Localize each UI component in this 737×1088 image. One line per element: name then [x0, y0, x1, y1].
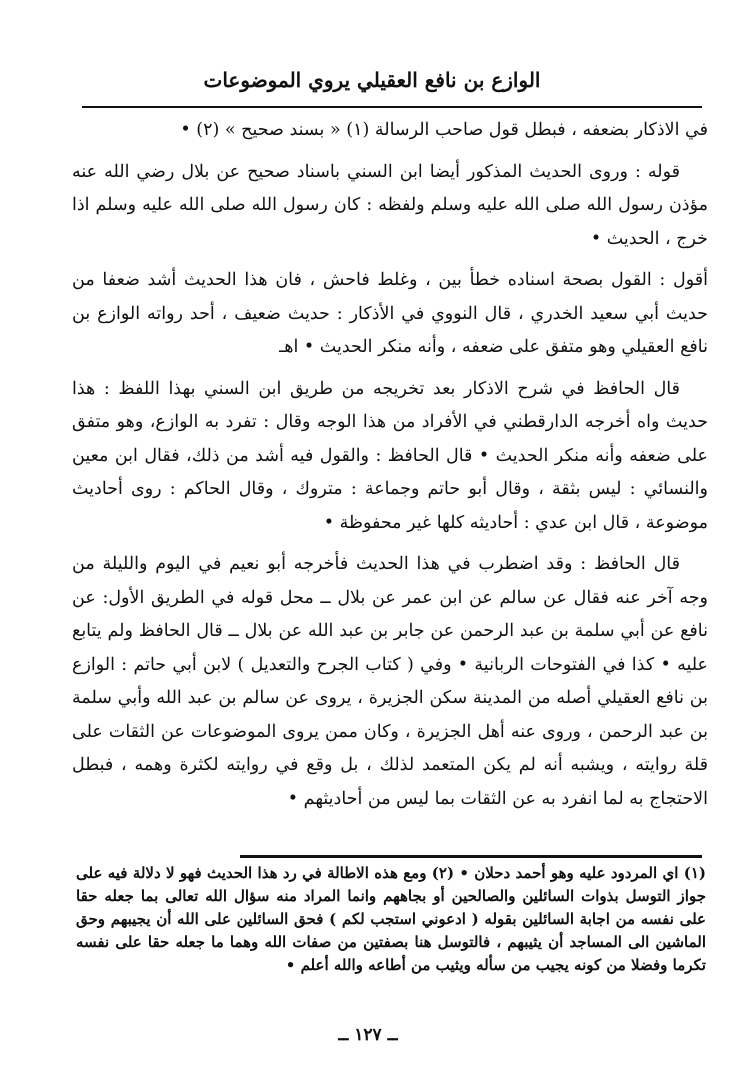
- footnote-text: (١) اي المردود عليه وهو أحمد دحلان • (٢) ومع هذه الاطالة في رد هذا الحديث فهو لا دلالة فيه على جواز التوسل بذوات السائلين والصالحين أو بجاههم وانما المراد منه سؤال الله تعالى بما جعله حقا على نفسه من اجابة السائلين بقوله ( ادعوني استجب لكم ) فحق السائلين على الله أن يجيبهم وحق الماشين الى المساجد أن يثيبهم ، فالتوسل هنا بصفتين من صفات الله وهما ما جعله حقا على نفسه تكرما وفضلا من كونه يجيب من سأله ويثيب من أطاعه والله أعلم •: [76, 864, 706, 974]
- footnotes: [76, 862, 706, 977]
- main-text: [72, 114, 708, 816]
- paragraph-4: قال الحافظ في شرح الاذكار بعد تخريجه من طريق ابن السني بهذا اللفظ : هذا حديث واه أخرجه الدارقطني في الأفراد من هذا الوجه وقال : تفرد به الوازع، وهو متفق على ضعفه وأنه منكر الحديث • قال الحافظ : والقول فيه أشد من ذلك، فقال ابن معين والنسائي : ليس بثقة ، وقال أبو حاتم وجماعة : متروك ، وقال الحاكم : روى أحاديث موضوعة ، قال ابن عدي : أحاديثه كلها غير محفوظة •: [72, 378, 708, 533]
- footnote-divider: [240, 855, 702, 858]
- header-divider: [82, 106, 702, 108]
- paragraph-1: في الاذكار بضعفه ، فبطل قول صاحب الرسالة (١) « بسند صحيح » (٢) •: [180, 120, 708, 140]
- paragraph-3: أقول : القول بصحة اسناده خطأ بين ، وغلط فاحش ، فان هذا الحديث أشد ضعفا من حديث أبي سعيد الخدري ، قال النووي في الأذكار : حديث ضعيف ، أحد رواته الوازع بن نافع العقيلي وهو متفق على ضعفه ، وأنه منكر الحديث • اهـ: [72, 270, 708, 357]
- paragraph-5: قال الحافظ : وقد اضطرب في هذا الحديث فأخرجه أبو نعيم في اليوم والليلة من وجه آخر عنه فقال عن سالم عن ابن عمر عن بلال ــ محل قوله في الطريق الأول: عن نافع عن أبي سلمة بن عبد الرحمن عن جابر بن عبد الله عن بلال ــ قال الحافظ ولم يتابع عليه • كذا في الفتوحات الربانية • وفي ( كتاب الجرح والتعديل ) لابن أبي حاتم : الوازع بن نافع العقيلي أصله من المدينة سكن الجزيرة ، يروى عن سالم بن عبد الله وأبي سلمة بن عبد الرحمن ، وروى عنه أهل الجزيرة ، وكان ممن يروى الموضوعات عن الثقات على قلة روايته ، ويشبه أنه لم يكن المتعمد لذلك ، بل وقع في روايته لكثرة وهمه ، فبطل الاحتجاج به لما انفرد به عن الثقات بما ليس من أحاديثهم •: [72, 554, 708, 809]
- running-header: الوازع بن نافع العقيلي يروي الموضوعات: [203, 68, 541, 92]
- paragraph-2: قوله : وروى الحديث المذكور أيضا ابن السني باسناد صحيح عن بلال رضي الله عنه مؤذن رسول الله صلى الله عليه وسلم ولفظه : كان رسول الله صلى الله عليه وسلم اذا خرج ، الحديث •: [72, 161, 708, 249]
- page-number: ــ ١٢٧ ــ: [338, 1025, 398, 1045]
